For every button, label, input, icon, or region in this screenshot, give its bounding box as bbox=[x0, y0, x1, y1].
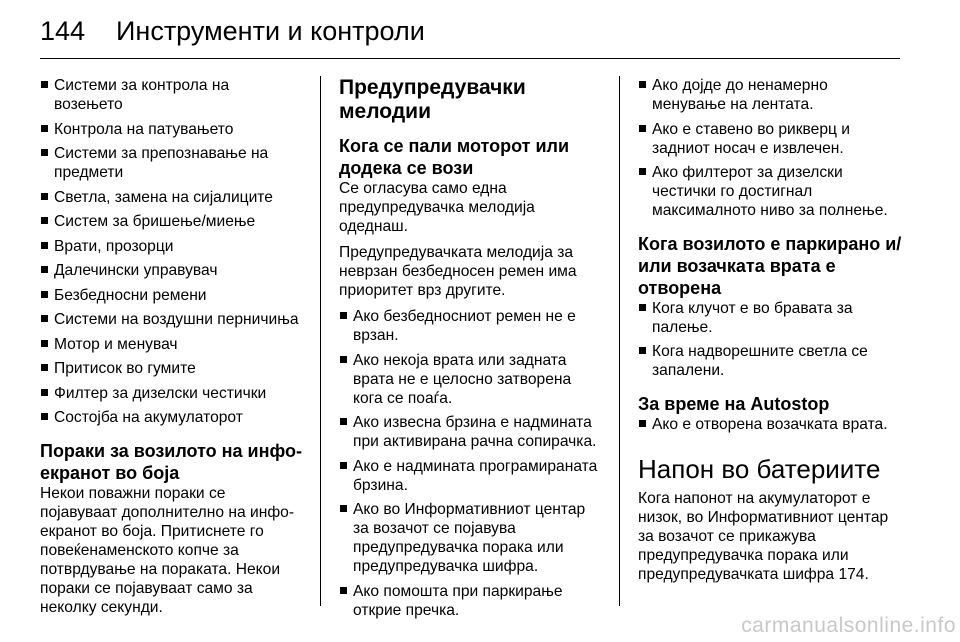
list-item: Ако дојде до ненамерно менување на лентата. bbox=[638, 76, 906, 114]
list-item: Притисок во гумите bbox=[40, 359, 302, 378]
list-item: Далечински управувач bbox=[40, 261, 302, 280]
column-divider-1 bbox=[320, 76, 321, 606]
bullet-square-icon bbox=[340, 418, 347, 425]
bullet-square-icon bbox=[41, 266, 48, 273]
bullet-square-icon bbox=[340, 312, 347, 319]
list-item: Светла, замена на сијалиците bbox=[40, 188, 302, 207]
list-item: Ако филтерот за дизелски честички го достигнал максималното ниво за полнење. bbox=[638, 163, 906, 220]
bullet-square-icon bbox=[41, 389, 48, 396]
list-item: Безбедносни ремени bbox=[40, 286, 302, 305]
bullet-square-icon bbox=[340, 462, 347, 469]
list-item: Систем за бришење/миење bbox=[40, 212, 302, 231]
list-item: Ако помошта при паркирање открие пречка. bbox=[339, 582, 603, 620]
section-title: Предупредувачки мелодии bbox=[339, 76, 526, 123]
bullet-square-icon bbox=[340, 356, 347, 363]
watermark: carmanualsonline.info bbox=[741, 614, 956, 637]
bullet-square-icon bbox=[639, 420, 646, 427]
bullet-square-icon bbox=[41, 340, 48, 347]
bullet-square-icon bbox=[639, 125, 646, 132]
section-heading: Кога се пали моторот или додека се вози bbox=[339, 136, 570, 178]
list-item: Контрола на патувањето bbox=[40, 120, 302, 139]
bullet-square-icon bbox=[340, 505, 347, 512]
list-item: Мотор и менувач bbox=[40, 335, 302, 354]
paragraph: Се огласува само една предупредувачка мелодија одеднаш. bbox=[339, 180, 535, 235]
list-item: Филтер за дизелски честички bbox=[40, 384, 302, 403]
bullet-square-icon bbox=[41, 125, 48, 132]
column-2 bbox=[339, 76, 603, 625]
section-title: Напон во батериите bbox=[638, 454, 881, 484]
bullet-square-icon bbox=[639, 168, 646, 175]
header-rule bbox=[40, 58, 900, 59]
list-item: Системи на воздушни перничиња bbox=[40, 310, 302, 329]
list-item: Ако безбедносниот ремен не е врзан. bbox=[339, 307, 603, 345]
page-title: Инструменти и контроли bbox=[116, 16, 425, 46]
list-item: Системи за контрола на возењето bbox=[40, 76, 302, 114]
paragraph: Некои поважни пораки се појавуваат дополнително на инфо-екранот во боја. Притиснете го повеќенаменското копче за потврдување на пораката. Некои пораки се појавуваат само за неколку секунди. bbox=[40, 484, 295, 616]
column-divider-2 bbox=[619, 76, 620, 606]
list-item: Кога надворешните светла се запалени. bbox=[638, 342, 906, 380]
bullet-square-icon bbox=[639, 81, 646, 88]
list-item: Ако некоја врата или задната врата не е целосно затворена кога се поаѓа. bbox=[339, 351, 603, 408]
list-item: Ако во Информативниот центар за возачот се појавува предупредувачка порака или предупредувачка шифра. bbox=[339, 500, 603, 576]
bullet-square-icon bbox=[639, 304, 646, 311]
bullet-square-icon bbox=[639, 347, 646, 354]
bullet-square-icon bbox=[41, 217, 48, 224]
list-item: Ако е отворена возачката врата. bbox=[638, 415, 906, 434]
bullet-square-icon bbox=[340, 587, 347, 594]
paragraph: Предупредувачката мелодија за неврзан безбедносен ремен има приоритет врз другите. bbox=[339, 244, 577, 299]
section-heading: Пораки за возилото на инфо-екранот во боја bbox=[40, 440, 302, 483]
bullet-square-icon bbox=[41, 193, 48, 200]
parked-conditions-list bbox=[638, 299, 906, 381]
autostop-conditions-list bbox=[638, 415, 906, 434]
page-header bbox=[40, 14, 425, 48]
list-item: Кога клучот е во бравата за палење. bbox=[638, 299, 906, 337]
list-item: Состојба на акумулаторот bbox=[40, 408, 302, 427]
list-item: Врати, прозорци bbox=[40, 237, 302, 256]
bullet-square-icon bbox=[41, 149, 48, 156]
bullet-square-icon bbox=[41, 81, 48, 88]
section-heading: Кога возилото е паркирано и/или возачката врата е отворена bbox=[638, 233, 902, 298]
systems-list bbox=[40, 76, 302, 427]
warning-conditions-list bbox=[339, 307, 603, 620]
bullet-square-icon bbox=[41, 291, 48, 298]
bullet-square-icon bbox=[41, 242, 48, 249]
page-number: 144 bbox=[40, 16, 86, 46]
bullet-square-icon bbox=[41, 315, 48, 322]
paragraph: Кога напонот на акумулаторот е низок, во Информативниот центар за возачот се прикажува предупредувачка порака или предупредувачката шифра 174. bbox=[638, 490, 889, 583]
list-item: Системи за препознавање на предмети bbox=[40, 144, 302, 182]
list-item: Ако е надмината програмираната брзина. bbox=[339, 457, 603, 495]
column-3 bbox=[638, 76, 906, 584]
list-item: Ако извесна брзина е надмината при активирана рачна сопирачка. bbox=[339, 413, 603, 451]
column-1 bbox=[40, 76, 302, 617]
bullet-square-icon bbox=[41, 364, 48, 371]
bullet-square-icon bbox=[41, 413, 48, 420]
list-item: Ако е ставено во рикверц и задниот носач е извлечен. bbox=[638, 120, 906, 158]
section-heading: За време на Autostop bbox=[638, 393, 830, 414]
warning-conditions-list-cont bbox=[638, 76, 906, 220]
